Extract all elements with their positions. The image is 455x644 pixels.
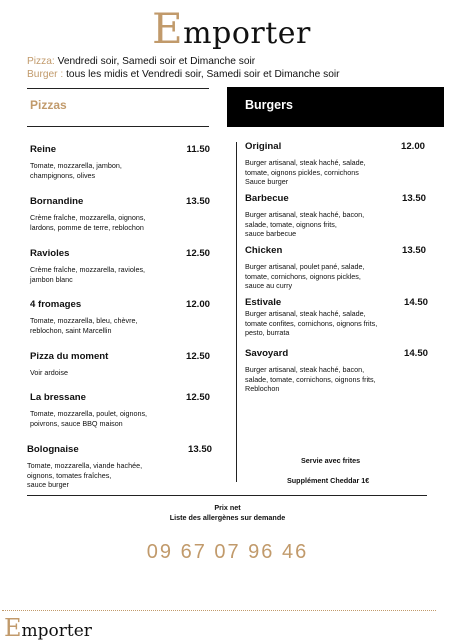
burger-price: 13.50 — [401, 245, 426, 256]
allergens-note: Liste des allergènes sur demande — [169, 513, 286, 522]
pizzas-bottom-rule — [27, 126, 209, 127]
pizza-name: 4 fromages — [30, 299, 82, 310]
desc-line: reblochon, saint Marcellin — [30, 325, 112, 335]
burger-desc — [245, 158, 366, 187]
burger-price: 14.50 — [403, 297, 428, 308]
pizzas-top-rule — [27, 88, 209, 89]
pizza-name: Bolognaise — [27, 444, 79, 455]
column-divider — [236, 142, 237, 482]
desc-line: Crème fraîche, mozzarella, ravioles, — [30, 265, 146, 274]
burger-desc — [245, 309, 377, 338]
desc-line: salade, tomate, cornichons, oignons frits, — [245, 374, 376, 384]
desc-line: pesto, burrata — [245, 328, 290, 338]
desc-line: sauce barbecue — [245, 229, 297, 239]
desc-line: tomate, oignons pickles, cornichons — [245, 167, 359, 177]
desc-line: salade, tomate, oignons frits, — [245, 219, 337, 229]
pizza-hours — [27, 55, 255, 68]
burger-price: 13.50 — [401, 193, 426, 204]
desc-line: Burger artisanal, steak haché, bacon, — [245, 365, 365, 374]
pizza-price: 12.50 — [185, 351, 210, 362]
cheddar-supplement: Supplément Cheddar 1€ — [287, 476, 370, 485]
burger-hours-label: Burger : — [27, 69, 64, 80]
pizzas-heading: Pizzas — [30, 98, 67, 112]
desc-line: Burger artisanal, steak haché, salade, — [245, 309, 366, 318]
phone-number[interactable]: 09 67 07 96 46 — [146, 541, 309, 563]
desc-line: champignons, olives — [30, 170, 96, 180]
pizza-desc — [30, 316, 137, 335]
prix-net: Prix net — [214, 503, 241, 512]
burger-desc — [245, 365, 376, 394]
desc-line: lardons, pomme de terre, reblochon — [30, 222, 144, 232]
logo-bottom — [4, 614, 92, 642]
logo-top — [152, 4, 311, 53]
burger-name: Chicken — [245, 245, 283, 256]
pizza-name: Pizza du moment — [30, 351, 109, 362]
served-with-fries: Servie avec frites — [301, 456, 361, 465]
burger-hours — [27, 68, 340, 81]
desc-line: jambon blanc — [30, 274, 73, 284]
logo-initial: E — [4, 614, 22, 642]
desc-line: Tomate, mozzarella, viande hachée, — [27, 461, 143, 470]
desc-line: tomate, cornichons, oignons pickles, — [245, 271, 361, 281]
burger-price: 14.50 — [403, 348, 428, 359]
desc-line: Burger artisanal, poulet pané, salade, — [245, 262, 365, 271]
pizza-desc — [30, 265, 145, 284]
pizza-name: Bornandine — [30, 196, 84, 207]
pizza-price: 12.00 — [185, 299, 210, 310]
logo-rest: mporter — [183, 16, 311, 51]
desc-line: Tomate, mozzarella, bleu, chèvre, — [30, 316, 138, 325]
pizza-name: La bressane — [30, 392, 86, 403]
desc-line: oignons, tomates fraîches, — [27, 470, 112, 480]
burger-name: Savoyard — [245, 348, 289, 359]
pizza-hours-label: Pizza: — [27, 56, 55, 67]
pizza-desc — [30, 409, 147, 428]
pizza-price: 13.50 — [187, 444, 212, 455]
desc-line: Burger artisanal, steak haché, salade, — [245, 158, 366, 167]
pizza-hours-text: Vendredi soir, Samedi soir et Dimanche soir — [54, 56, 256, 67]
logo-initial: E — [152, 4, 184, 53]
logo-rest: mporter — [21, 621, 92, 641]
desc-line: Voir ardoise — [30, 368, 68, 377]
pizza-desc — [30, 213, 145, 232]
desc-line: tomate confites, cornichons, oignons frits, — [245, 318, 378, 328]
footer-rule — [27, 495, 427, 496]
desc-line: Sauce burger — [245, 177, 289, 187]
pizza-price: 12.50 — [185, 248, 210, 259]
pizza-price: 11.50 — [186, 144, 210, 155]
pizza-price: 12.50 — [185, 392, 210, 403]
pizza-name: Reine — [30, 144, 57, 155]
burger-desc — [245, 210, 364, 239]
burger-name: Barbecue — [245, 193, 289, 204]
pizza-desc — [27, 461, 142, 490]
burger-price: 12.00 — [400, 141, 425, 152]
desc-line: Reblochon — [245, 384, 280, 394]
pizza-price: 13.50 — [185, 196, 210, 207]
burger-name: Original — [245, 141, 282, 152]
burgers-header-bar — [227, 87, 444, 127]
burger-name: Estivale — [245, 297, 282, 308]
desc-line: Tomate, mozzarella, jambon, — [30, 161, 122, 170]
desc-line: Tomate, mozzarella, poulet, oignons, — [30, 409, 148, 418]
pizza-desc — [30, 368, 68, 378]
pizza-name: Ravioles — [30, 248, 70, 259]
pizza-desc — [30, 161, 122, 180]
desc-line: Burger artisanal, steak haché, bacon, — [245, 210, 365, 219]
burgers-heading: Burgers — [245, 98, 293, 112]
burger-hours-text: tous les midis et Vendredi soir, Samedi soir et Dimanche soir — [63, 69, 340, 80]
desc-line: Crème fraîche, mozzarella, oignons, — [30, 213, 146, 222]
desc-line: sauce au curry — [245, 281, 293, 291]
desc-line: poivrons, sauce BBQ maison — [30, 418, 123, 428]
burger-desc — [245, 262, 364, 291]
desc-line: sauce burger — [27, 480, 69, 490]
bottom-dotted-rule — [2, 610, 436, 611]
